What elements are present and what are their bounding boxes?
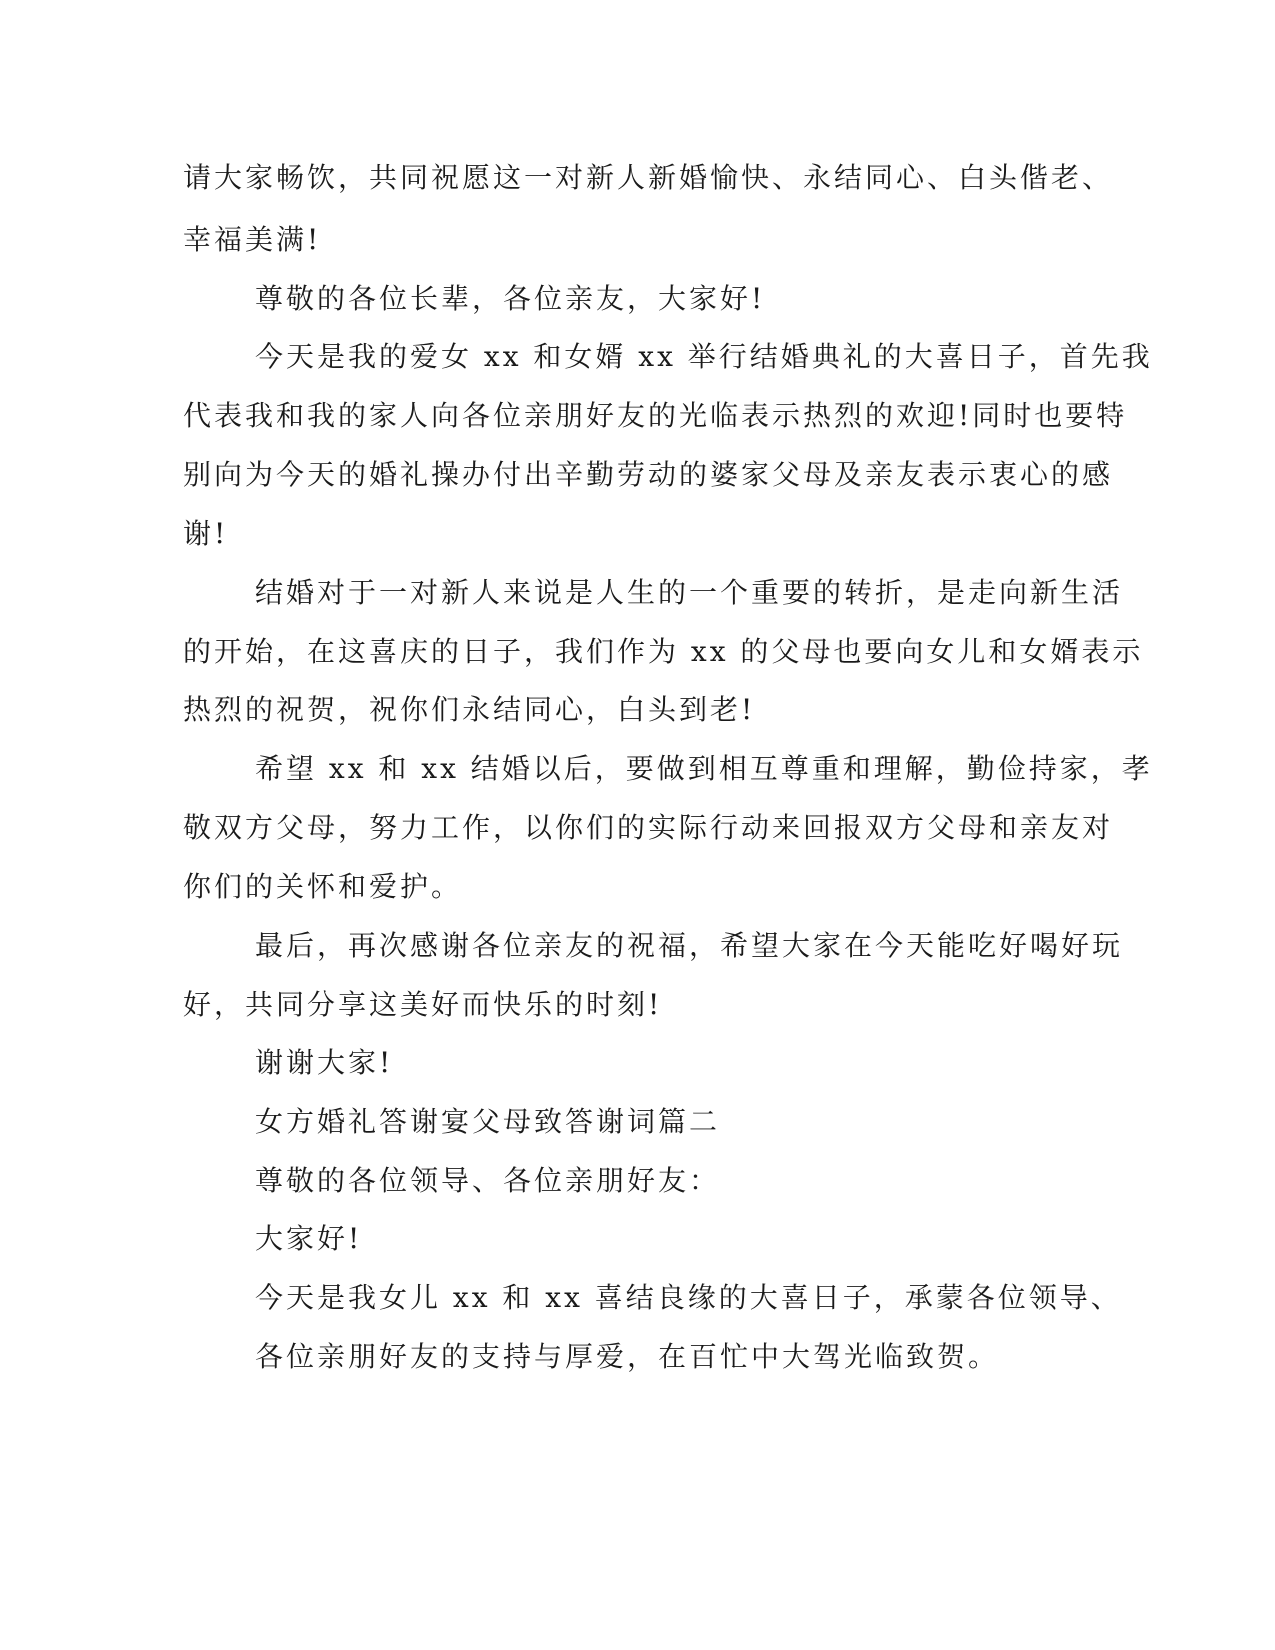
text-line: 大家好! [255,1222,363,1255]
text-line: 幸福美满! [183,223,322,256]
text-line: 谢! [183,517,229,550]
text-line: 最后，再次感谢各位亲友的祝福，希望大家在今天能吃好喝好玩 [255,929,1124,962]
text-line: 敬双方父母，努力工作，以你们的实际行动来回报双方父母和亲友对 [183,811,1114,844]
text-line: 尊敬的各位领导、各位亲朋好友： [255,1164,721,1197]
text-line: 今天是我女儿 xx 和 xx 喜结良缘的大喜日子，承蒙各位领导、 [255,1281,1122,1314]
text-line: 尊敬的各位长辈，各位亲友，大家好! [255,282,766,315]
text-line: 各位亲朋好友的支持与厚爱，在百忙中大驾光临致贺。 [255,1340,1000,1373]
text-line: 谢谢大家! [255,1046,394,1079]
text-line: 好，共同分享这美好而快乐的时刻! [183,988,663,1021]
text-line: 请大家畅饮，共同祝愿这一对新人新婚愉快、永结同心、白头偕老、 [183,161,1114,194]
text-line: 你们的关怀和爱护。 [183,870,463,903]
text-line: 的开始，在这喜庆的日子，我们作为 xx 的父母也要向女儿和女婿表示 [183,635,1144,668]
text-line: 今天是我的爱女 xx 和女婿 xx 举行结婚典礼的大喜日子，首先我 [255,340,1153,373]
section-heading: 女方婚礼答谢宴父母致答谢词篇二 [255,1105,721,1138]
text-line: 别向为今天的婚礼操办付出辛勤劳动的婆家父母及亲友表示衷心的感 [183,458,1114,491]
text-line: 代表我和我的家人向各位亲朋好友的光临表示热烈的欢迎!同时也要特 [183,399,1128,432]
text-line: 结婚对于一对新人来说是人生的一个重要的转折，是走向新生活 [255,576,1124,609]
text-line: 热烈的祝贺，祝你们永结同心，白头到老! [183,693,756,726]
text-line: 希望 xx 和 xx 结婚以后，要做到相互尊重和理解，勤俭持家，孝 [255,752,1153,785]
